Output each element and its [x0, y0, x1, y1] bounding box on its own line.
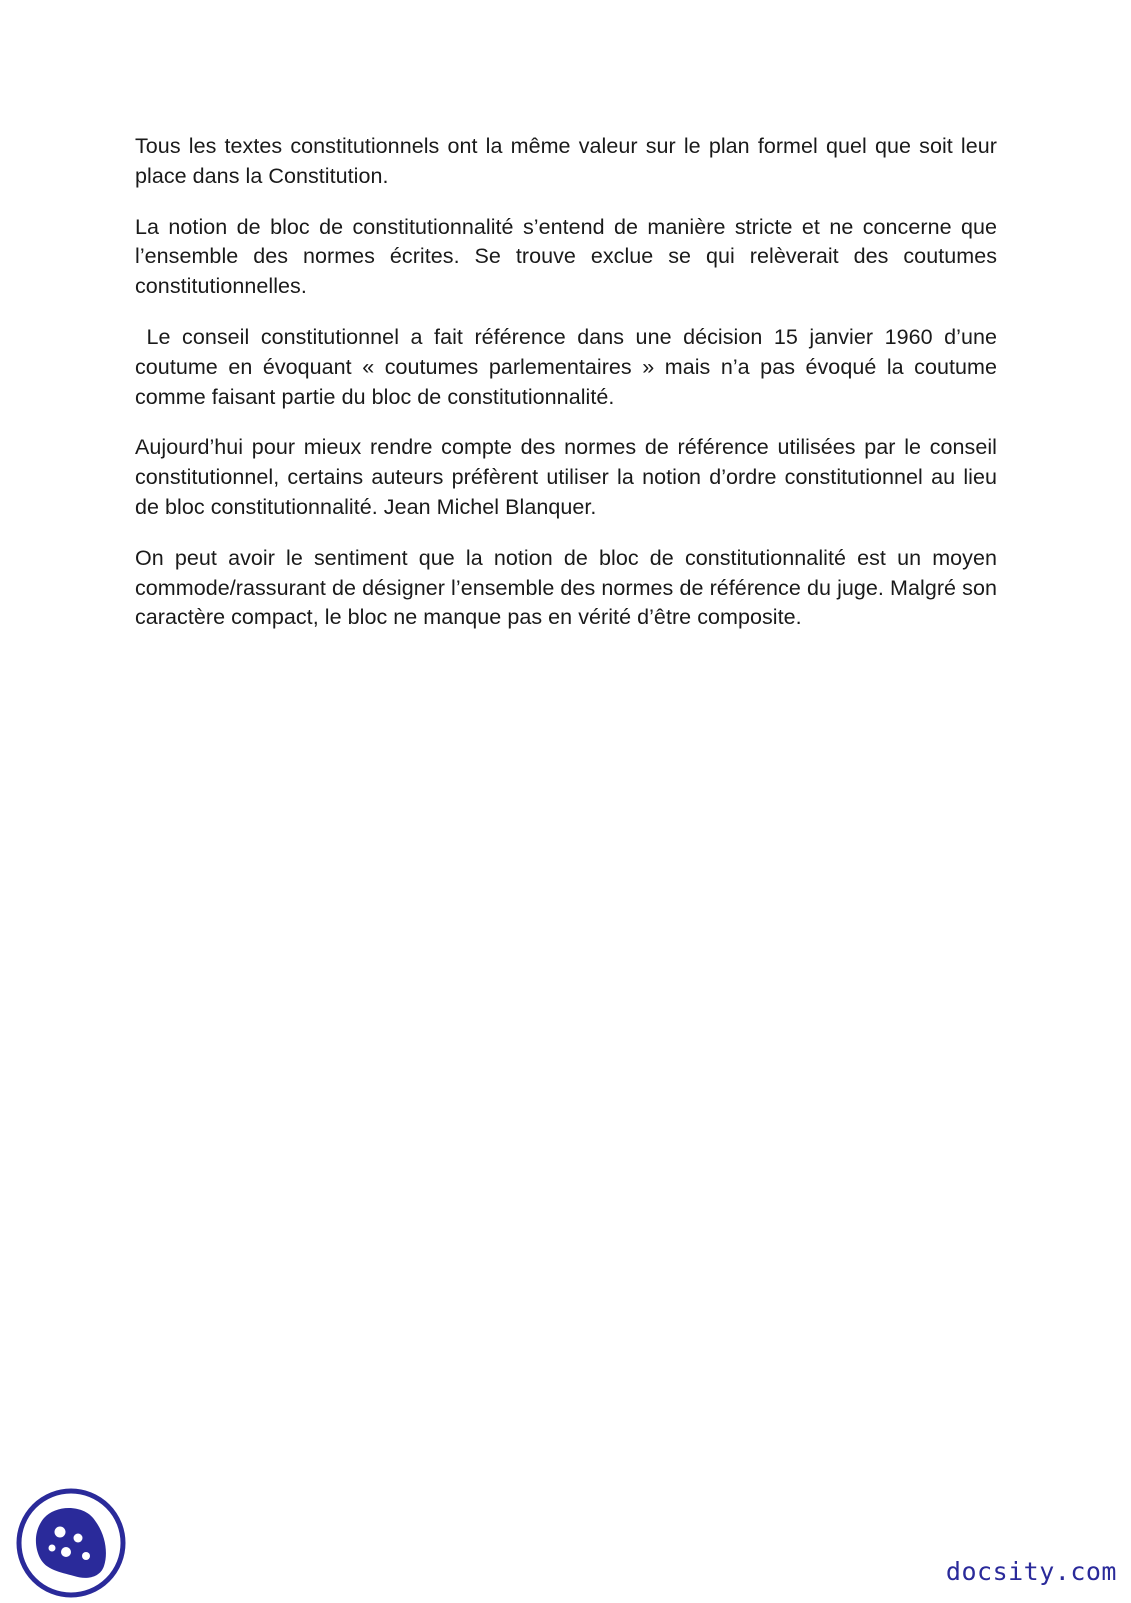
docsity-watermark[interactable]: docsity.com — [945, 1557, 1117, 1586]
paragraph: Tous les textes constitutionnels ont la même valeur sur le plan formel quel que soit leur place dans la Constitution. — [135, 134, 997, 188]
paragraph: On peut avoir le sentiment que la notion de bloc de constitutionnalité est un moyen commode/rassurant de désigner l’ensemble des normes de référence du juge. Malgré son caractère compact, le bloc ne manque pas en vérité d’être composite. — [135, 545, 997, 630]
paragraph: La notion de bloc de constitutionnalité s’entend de manière stricte et ne concerne que l’ensemble des normes écrites. Se trouve exclue se qui relèverait des coutumes constitutionnelles. — [135, 214, 997, 299]
paragraph: Aujourd’hui pour mieux rendre compte des normes de référence utilisées par le conseil constitutionnel, certains auteurs préfèrent utiliser la notion d’ordre constitutionnel au lieu de bloc constitutionnalité. Jean Michel Blanquer. — [135, 435, 997, 519]
docsity-logo-icon — [16, 1488, 126, 1598]
document-body — [135, 132, 997, 654]
paragraph: Le conseil constitutionnel a fait référence dans une décision 15 janvier 1960 d’une coutume en évoquant « coutumes parlementaires » mais n’a pas évoqué la coutume comme faisant partie du bloc de constitutionnalité. — [135, 324, 997, 409]
